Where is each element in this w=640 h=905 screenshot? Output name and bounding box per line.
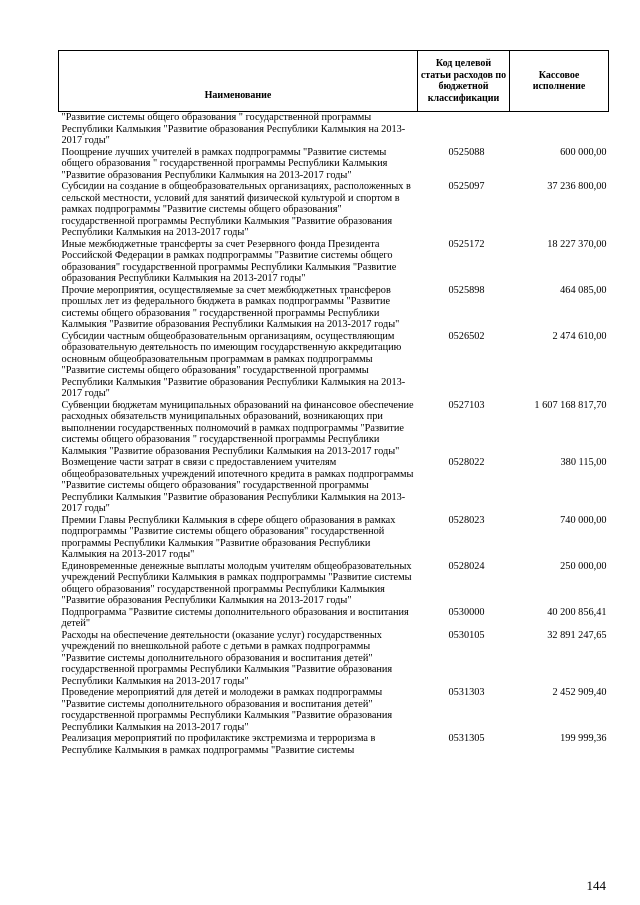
row-amount: 1 607 168 817,70	[534, 399, 607, 411]
row-code: 0530000	[448, 606, 485, 618]
table-row	[59, 285, 609, 331]
row-code: 0525898	[448, 284, 485, 296]
row-name: Премии Главы Республики Калмыкия в сфере общего образования в рамках подпрограммы "Развитие системы общего образования" государственной программы Республики Калмыкия "Развитие образования Республики Калмыкия на 2013-2017 годы"	[61, 514, 396, 560]
table-row	[59, 181, 609, 239]
row-name: Иные межбюджетные трансферты за счет Резервного фонда Президента Российской Федерации в рамках подпрограммы "Развитие системы общего образования" государственной программы Республики Калмыкия "Развитие образования Республики Калмыкия на 2013-2017 годы"	[61, 238, 397, 284]
row-name: "Развитие системы общего образования " государственной программы Республики Калмыкия "Развитие образования Республики Калмыкия на 2013-2017 годы"	[61, 112, 406, 146]
row-amount	[510, 112, 609, 147]
row-code: 0526502	[448, 330, 485, 342]
row-amount: 2 452 909,40	[552, 687, 607, 698]
row-amount: 199 999,36	[560, 733, 607, 744]
row-code: 0531305	[448, 733, 485, 744]
row-amount: 600 000,00	[560, 146, 607, 158]
row-code: 0525097	[448, 181, 485, 192]
row-amount: 2 474 610,00	[552, 330, 607, 342]
row-code: 0531303	[448, 687, 485, 698]
table-row	[59, 112, 609, 147]
row-code: 0525088	[448, 146, 485, 158]
row-amount: 37 236 800,00	[547, 181, 607, 192]
row-amount: 250 000,00	[560, 560, 607, 572]
table-row	[59, 400, 609, 458]
table-row	[59, 733, 609, 756]
row-code: 0527103	[448, 399, 485, 411]
table-row	[59, 331, 609, 400]
row-code: 0525172	[448, 238, 485, 250]
row-name: Расходы на обеспечение деятельности (оказание услуг) государственных учреждений по внешкольной работе с детьми в рамках подпрограммы "Развитие системы дополнительного образования и воспитания детей" государственной программы Республики Калмыкия "Развитие образования Республики Калмыкия на 2013-2017 годы"	[61, 629, 393, 687]
table-row	[59, 687, 609, 733]
table-row	[59, 239, 609, 285]
row-code	[418, 112, 510, 147]
row-name: Субсидии частным общеобразовательным организациям, осуществляющим образовательную деятельность по имеющим государственную аккредитацию основным общеобразовательным программам в рамках подпрограммы "Развитие системы общего образования" государственной программы Республики Калмыкия "Развитие образования Республики Калмыкия на 2013-2017 годы"	[61, 330, 406, 399]
table-body	[59, 112, 609, 757]
header-code: Код целевой статьи расходов по бюджетной классификации	[418, 51, 510, 112]
row-code: 0528022	[448, 457, 485, 468]
row-amount: 32 891 247,65	[547, 629, 607, 641]
row-amount: 380 115,00	[560, 457, 607, 468]
row-amount: 40 200 856,41	[547, 606, 607, 618]
row-amount: 740 000,00	[560, 514, 607, 526]
row-name: Подпрограмма "Развитие системы дополнительного образования и воспитания детей"	[61, 606, 409, 629]
table-row	[59, 561, 609, 607]
row-name: Реализация мероприятий по профилактике экстремизма и терроризма в Республике Калмыкия в рамках подпрограммы "Развитие системы	[61, 733, 376, 756]
row-amount: 464 085,00	[560, 284, 607, 296]
row-code: 0530105	[448, 629, 485, 641]
table-row	[59, 515, 609, 561]
table-row	[59, 147, 609, 182]
page-number: 144	[586, 878, 606, 893]
table-row	[59, 630, 609, 688]
header-amount: Кассовое исполнение	[510, 51, 609, 112]
row-amount: 18 227 370,00	[547, 238, 607, 250]
row-code: 0528024	[448, 560, 485, 572]
row-name: Поощрение лучших учителей в рамках подпрограммы "Развитие системы общего образования " государственной программы Республики Калмыкия "Развитие образования Республики Калмыкия на 2013-2017 годы"	[61, 146, 388, 181]
row-name: Единовременные денежные выплаты молодым учителям общеобразовательных учреждений Республики Калмыкия в рамках подпрограммы "Развитие системы общего образования" государственной программы Республики Калмыкия "Развитие образования Республики Калмыкия на 2013-2017 годы"	[61, 560, 412, 606]
budget-table	[58, 50, 609, 756]
table-header	[59, 51, 609, 112]
row-name: Проведение мероприятий для детей и молодежи в рамках подпрограммы "Развитие системы дополнительного образования и воспитания детей" государственной программы Республики Калмыкия "Развитие образования Республики Калмыкия на 2013-2017 годы"	[61, 687, 393, 733]
row-code: 0528023	[448, 514, 485, 526]
row-name: Субсидии на создание в общеобразовательных организациях, расположенных в сельской местности, условий для занятий физической культурой и спортом в рамках подпрограммы "Развитие системы общего образования" государственной программы Республики Калмыкия "Развитие образования Республики Калмыкия на 2013-2017 годы"	[61, 181, 411, 238]
table-row	[59, 457, 609, 515]
row-name: Субвенции бюджетам муниципальных образований на финансовое обеспечение расходных обязательств муниципальных образований, возникающих при выполнении государственных полномочий в рамках подпрограммы "Развитие системы общего образования " государственной программы Республики Калмыкия "Развитие образования Республики Калмыкия на 2013-2017 годы"	[61, 399, 414, 457]
header-name: Наименование	[59, 51, 418, 112]
table-row	[59, 607, 609, 630]
row-name: Возмещение части затрат в связи с предоставлением учителям общеобразовательных учреждений ипотечного кредита в рамках подпрограммы "Развитие системы общего образования" государственной программы Республики Калмыкия "Развитие образования Республики Калмыкия на 2013-2017 годы"	[61, 457, 414, 514]
row-name: Прочие мероприятия, осуществляемые за счет межбюджетных трансферов прошлых лет из федерального бюджета в рамках подпрограммы "Развитие системы общего образования " государственной программы Республики Калмыкия "Развитие образования Республики Калмыкия на 2013-2017 годы"	[61, 284, 400, 330]
